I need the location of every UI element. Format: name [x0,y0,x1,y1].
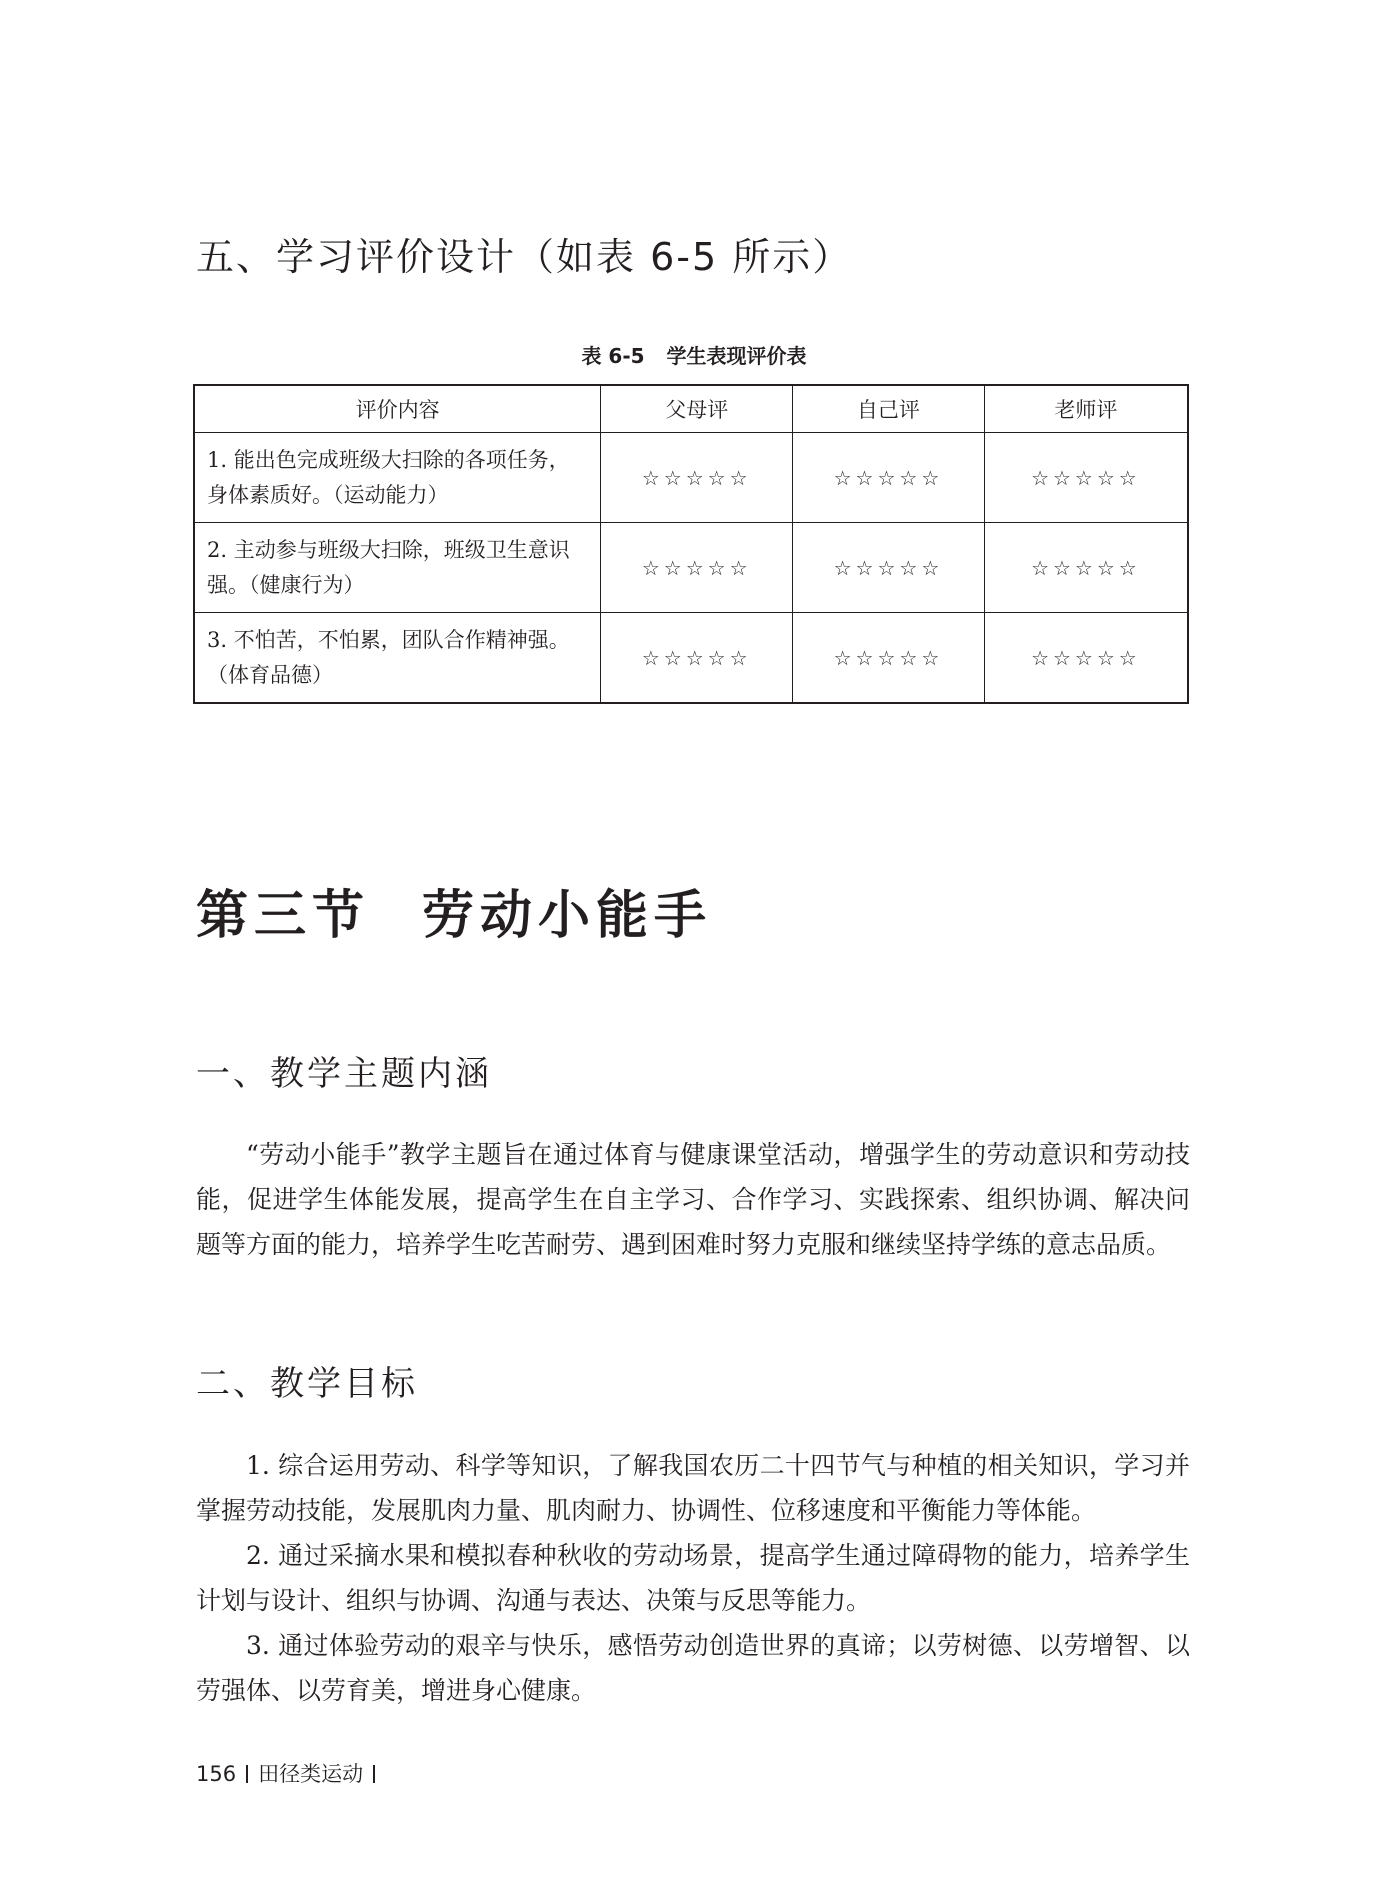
chapter-number: 第三节 [196,884,371,946]
page-footer [196,1758,385,1788]
list-item: 2. 通过采摘水果和模拟春种秋收的劳动场景，提高学生通过障碍物的能力，培养学生计划与设计、组织与协调、沟通与表达、决策与反思等能力。 [196,1541,1190,1615]
table-row [194,433,1188,523]
header-evaluation-content: 评价内容 [194,385,601,433]
evaluation-table [193,384,1189,704]
parent-star-rating: ☆☆☆☆☆ [601,433,793,523]
table-header-row [194,385,1188,433]
footer-divider [373,1765,375,1783]
row-content: 2. 主动参与班级大扫除，班级卫生意识强。（健康行为） [194,523,601,613]
teacher-star-rating: ☆☆☆☆☆ [984,523,1188,613]
parent-star-rating: ☆☆☆☆☆ [601,523,793,613]
header-teacher-rating: 老师评 [984,385,1188,433]
table-row [194,523,1188,613]
table-row [194,613,1188,704]
theme-meaning-paragraph: “劳动小能手”教学主题旨在通过体育与健康课堂活动，增强学生的劳动意识和劳动技能，促进学生体能发展，提高学生在自主学习、合作学习、实践探索、组织协调、解决问题等方面的能力，培养学生吃苦耐劳、遇到困难时努力克服和继续坚持学练的意志品质。 [196,1140,1190,1259]
chapter-title [196,873,712,948]
section-heading-theme-meaning: 一、教学主题内涵 [196,1054,492,1094]
teaching-goals-list [196,1443,1190,1713]
list-item: 3. 通过体验劳动的艰辛与快乐，感悟劳动创造世界的真谛；以劳树德、以劳增智、以劳强体、以劳育美，增进身心健康。 [196,1631,1190,1705]
self-star-rating: ☆☆☆☆☆ [793,433,985,523]
chapter-name: 劳动小能手 [422,884,713,946]
header-parent-rating: 父母评 [601,385,793,433]
page-number: 156 [196,1762,237,1786]
row-content: 3. 不怕苦，不怕累，团队合作精神强。（体育品德） [194,613,601,704]
self-star-rating: ☆☆☆☆☆ [793,613,985,704]
teacher-star-rating: ☆☆☆☆☆ [984,613,1188,704]
section-heading-teaching-goals: 二、教学目标 [196,1364,418,1404]
table-caption-title: 学生表现评价表 [666,344,807,368]
header-self-rating: 自己评 [793,385,985,433]
list-item: 1. 综合运用劳动、科学等知识，了解我国农历二十四节气与种植的相关知识，学习并掌握劳动技能，发展肌肉力量、肌肉耐力、协调性、位移速度和平衡能力等体能。 [196,1451,1190,1525]
row-content: 1. 能出色完成班级大扫除的各项任务，身体素质好。（运动能力） [194,433,601,523]
parent-star-rating: ☆☆☆☆☆ [601,613,793,704]
teacher-star-rating: ☆☆☆☆☆ [984,433,1188,523]
table-caption-number: 表 6-5 [581,344,645,368]
section-heading-evaluation-design: 五、学习评价设计（如表 6-5 所示） [196,235,853,279]
footer-divider [246,1765,248,1783]
table-caption [196,340,1192,369]
self-star-rating: ☆☆☆☆☆ [793,523,985,613]
book-title: 田径类运动 [258,1762,364,1786]
